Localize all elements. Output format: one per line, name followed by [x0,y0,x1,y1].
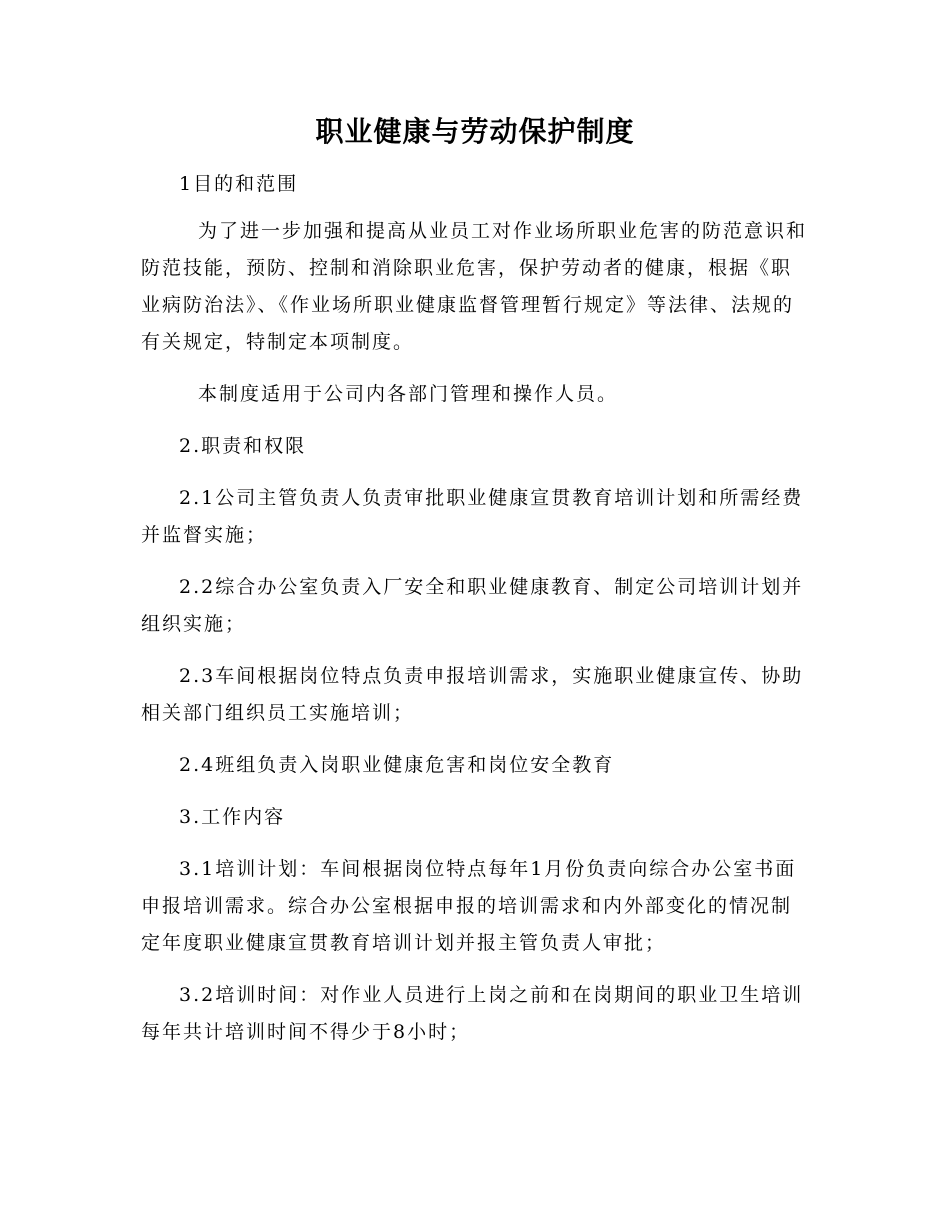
document-title: 职业健康与劳动保护制度 [315,115,635,148]
paragraph-2-1: 2.1公司主管负责人负责审批职业健康宣贯教育培训计划和所需经费并监督实施； [141,487,804,546]
paragraph-3-1: 3.1培训计划：车间根据岗位特点每年1月份负责向综合办公室书面申报培训需求。综合办公室根据申报的培训需求和内外部变化的情况制定年度职业健康宣贯教育培训计划并报主管负责人审批； [141,858,797,954]
document-body [141,166,809,1051]
paragraph-3-2: 3.2培训时间：对作业人员进行上岗之前和在岗期间的职业卫生培训每年共计培训时间不得少于8小时； [141,984,804,1043]
section-heading-responsibilities: 2.职责和权限 [179,435,307,457]
paragraph-purpose: 为了进一步加强和提高从业员工对作业场所职业危害的防范意识和防范技能，预防、控制和消除职业危害，保护劳动者的健康，根据《职业病防治法》、《作业场所职业健康监督管理暂行规定》等法律、法规的有关规定，特制定本项制度。 [141,220,808,353]
paragraph-2-2: 2.2综合办公室负责入厂安全和职业健康教育、制定公司培训计划并组织实施； [141,576,804,635]
paragraph-2-4: 2.4班组负责入岗职业健康危害和岗位安全教育 [179,754,615,776]
section-heading-work-content: 3.工作内容 [179,806,286,828]
paragraph-2-3: 2.3车间根据岗位特点负责申报培训需求，实施职业健康宣传、协助相关部门组织员工实施培训； [141,665,804,724]
paragraph-scope: 本制度适用于公司内各部门管理和操作人员。 [198,383,619,405]
section-heading-purpose: 1目的和范围 [179,173,299,195]
